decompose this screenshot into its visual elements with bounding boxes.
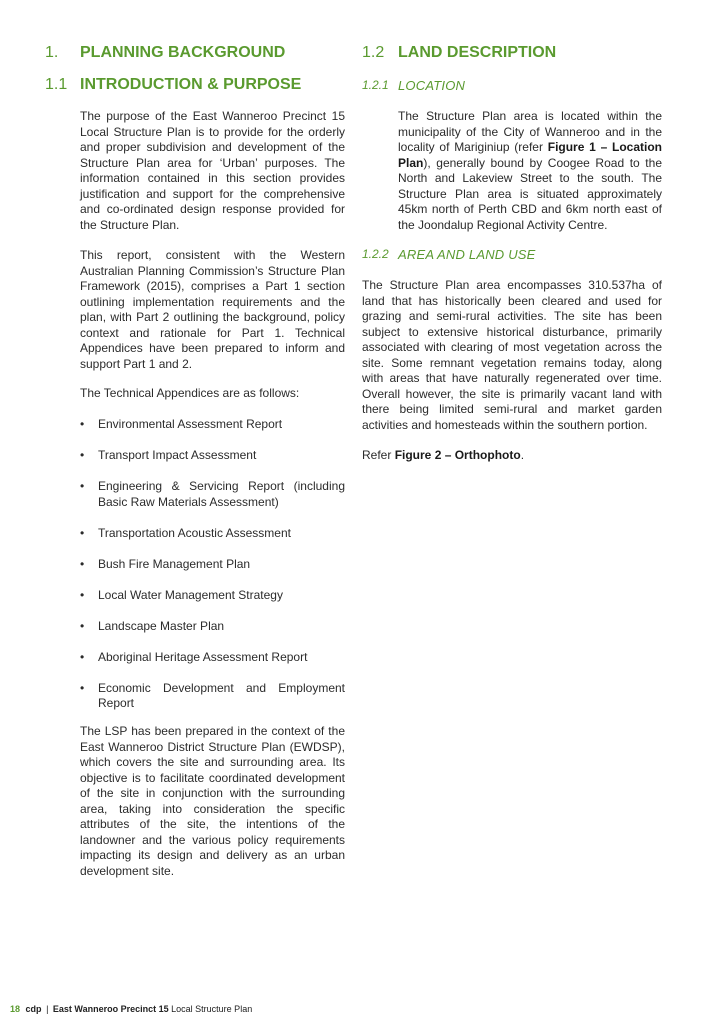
section-number: 1.2 (362, 44, 385, 61)
lsp-context-paragraph: The LSP has been prepared in the context of the East Wanneroo District Structure Plan (EWDSP), which covers the site and surrounding area. Its objective is to facilitate coordinated development of the site in conjunction with the surrounding area, taking into consideration the specific attributes of the site, the intentions of the landowner and the various policy requirements impacting its design and delivery as an urban development site. (80, 724, 345, 878)
bullet-icon: • (80, 680, 85, 695)
section-heading-land-description (0, 44, 706, 64)
bullet-icon: • (80, 556, 85, 571)
bullet-icon: • (80, 618, 85, 633)
subsection-number: 1.2.2 (362, 247, 389, 261)
section-title: LAND DESCRIPTION (398, 44, 557, 61)
subsection-title: LOCATION (398, 78, 466, 93)
subsection-heading-location (0, 78, 706, 96)
section-title: INTRODUCTION & PURPOSE (80, 76, 302, 93)
list-item: • Economic Development and Employment Report (80, 680, 345, 710)
figure-reference: Figure 1 – Location Plan (398, 140, 663, 170)
subsection-number: 1.2.1 (362, 78, 389, 92)
bullet-icon: • (80, 417, 85, 431)
list-item: • Aboriginal Heritage Assessment Report (80, 649, 308, 664)
list-item: • Landscape Master Plan (80, 618, 225, 633)
appendices-intro: The Technical Appendices are as follows: (80, 386, 300, 400)
page-footer (10, 1004, 252, 1014)
report-paragraph: This report, consistent with the Western Australian Planning Commission’s Structure Plan Framework (2015), comprises a Part 1 section outlining implementation requirements and the plan, with Part 2 outlining the background, policy context and rationale for Part 1. Technical Appendices have been prepared to inform and support Part 1 and 2. (80, 248, 345, 371)
refer-orthophoto: Refer Figure 2 – Orthophoto. (362, 448, 525, 462)
location-paragraph: The Structure Plan area is located within the municipality of the City of Wanneroo and in the locality of Mariginiup (refer Figure 1 – Location Plan), generally bound by Coogee Road to the North and Lakeview Street to the south. The Structure Plan area is situated approximately 45km north of Perth CBD and 6km north east of the Joondalup Regional Activity Centre. (398, 109, 663, 232)
list-item: • Local Water Management Strategy (80, 587, 283, 602)
section-number: 1. (45, 44, 59, 61)
project-name: East Wanneroo Precinct 15 (52, 1004, 169, 1014)
section-number: 1.1 (45, 76, 68, 93)
bullet-icon: • (80, 525, 85, 540)
footer-separator: | (46, 1004, 49, 1014)
intro-paragraph: The purpose of the East Wanneroo Precinct 15 Local Structure Plan is to provide for the orderly and proper subdivision and development of the Structure Plan area for ‘Urban’ purposes. The information contained in this section provides justification and support for the comprehensive and co-ordinated design response provided for the Structure Plan. (80, 109, 345, 232)
list-item: • Environmental Assessment Report (80, 417, 283, 431)
subsection-title: AREA AND LAND USE (398, 247, 536, 262)
figure-reference: Figure 2 – Orthophoto (394, 448, 521, 462)
bullet-icon: • (80, 479, 85, 493)
bullet-icon: • (80, 587, 85, 602)
list-item: • Engineering & Servicing Report (including Basic Raw Materials Assessment) (80, 479, 345, 509)
area-land-use-paragraph: The Structure Plan area encompasses 310.537ha of land that has historically been cleared and used for grazing and semi-rural activities. The site has been subject to extensive historical disturbance, primarily associated with clearing of most vegetation across the site. Some remnant vegetation remains today, along with areas that have naturally regenerated over time. Overall however, the site is primarily vacant land with there being limited semi-rural and market garden activities and homesteads within the southern portion. (362, 278, 662, 432)
appendices-list (80, 417, 345, 727)
brand-logo: cdp (25, 1004, 42, 1014)
list-item: • Bush Fire Management Plan (80, 556, 251, 571)
bullet-icon: • (80, 448, 85, 462)
section-title: PLANNING BACKGROUND (80, 44, 286, 61)
list-item: • Transportation Acoustic Assessment (80, 525, 291, 540)
list-item: • Transport Impact Assessment (80, 448, 257, 462)
bullet-icon: • (80, 649, 85, 664)
subsection-heading-area-land-use (0, 247, 706, 265)
page-number: 18 (10, 1004, 21, 1014)
document-name: Local Structure Plan (171, 1004, 253, 1014)
